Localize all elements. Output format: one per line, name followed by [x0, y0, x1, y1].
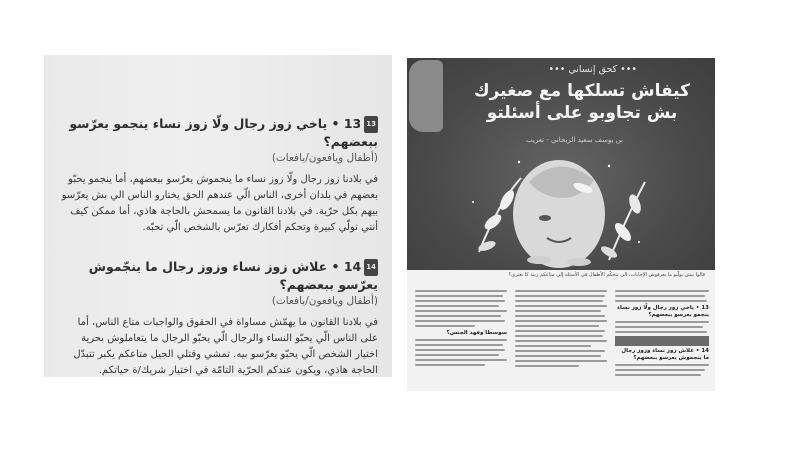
column-right — [615, 290, 709, 386]
thumb-shape — [409, 60, 443, 132]
question-14-title: 14 • علاش زوز نساء وزوز رجال ما ينجّموش يعرّسو ببعضهم؟ — [88, 259, 378, 292]
article-columns — [415, 290, 709, 386]
column-heading: 13 • ياخي زوز رجال ولّا زوز نساء ينجمو يعرسو ببعضهم؟ — [617, 305, 709, 318]
cover-caption: قالوا بيش يولّيو ما يعرفوش الإجابات، الي يتحكّم الأطفال في الأسئلة إلي متاعكم زينة كا نعترى؟ — [508, 272, 705, 278]
left-scanned-page — [44, 55, 392, 377]
question-tag: 13 — [364, 116, 378, 133]
highlight-bar — [615, 336, 709, 346]
question-tag: 14 — [364, 259, 378, 276]
question-13-answer: في بلادنا زوز رجال ولّا زوز نساء ما ينجموش يعرّسو ببعضهم، أما ينجمو يحبّو بعضهم في بلدان أخرى، الناس الّي عندهم الحق يختارو الناس الي بش يعرّسو بيهم بكل حرّية. في بلادنا القانون ما يسمحش بالحاجة هاذي، أما ممكن كيف أنتي تولّي كبيرة وتحكم أفكارك تعرّس بالشخص الّي تحبّه. — [61, 174, 378, 233]
section-label: ••• كحق إنساني ••• — [548, 64, 637, 75]
column-left — [415, 290, 507, 386]
column-heading: سوسطا وفهد الجنس؟ — [446, 330, 507, 336]
column-middle — [515, 290, 607, 386]
cover-image — [407, 58, 715, 270]
column-heading: 14 • علاش زوز نساء وزوز رجال ما ينجموش يعرسو ببعضهم؟ — [621, 348, 709, 361]
question-14 — [60, 258, 378, 377]
byline: بن يوسف سعيد الريحاني - تعريب — [526, 136, 623, 144]
question-13-audience: (أطفال ويافعون/يافعات) — [271, 152, 378, 164]
question-13-title: 13 • ياخي زوز رجال ولّا زوز نساء ينجمو يعرّسو ببعضهم؟ — [69, 116, 378, 149]
magazine-page — [407, 58, 715, 391]
face-illustration — [459, 142, 659, 270]
cover-title: كيفاش تسلكها مع صغيرك بش تجاوبو على أسئلتو — [473, 81, 691, 123]
question-13 — [60, 115, 378, 236]
left-page-content — [60, 115, 378, 377]
question-14-audience: (أطفال ويافعون/يافعات) — [271, 295, 378, 307]
question-14-answer: في بلادنا القانون ما يهمّش مساواة في الحقوق والواجبات متاع الناس، أما على الناس الّي يحبّو النساء والرجال الّي يحبّو الرجال ما يتعاملوش بحرية اختيار الشخص الّي يحبّو يعرّسو بيه. تمشي وقتلي الجيل متاعكم يكبر تتبدّل الحاجة هاذي، ويكون عندكم الحرّية التامّة في اختيار شريك/ة حياتكم. — [73, 317, 378, 376]
